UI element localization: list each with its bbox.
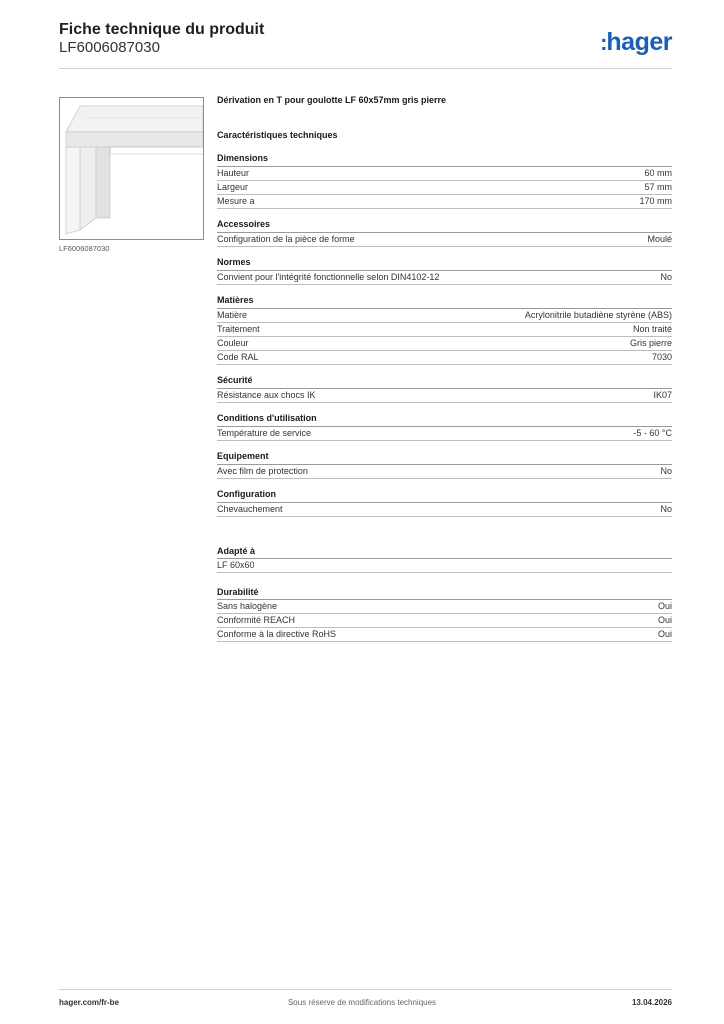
spec-value: No [660, 504, 672, 514]
spec-label: Résistance aux chocs IK [217, 390, 316, 400]
spec-group-title: Normes [217, 256, 672, 271]
spec-value: Oui [657, 629, 672, 639]
spec-row [217, 167, 672, 181]
spec-row [217, 323, 672, 337]
product-image [59, 97, 204, 240]
spec-row [217, 309, 672, 323]
adapted-list [217, 559, 672, 573]
spec-row [217, 465, 672, 479]
spec-group-title: Equipement [217, 450, 672, 465]
spec-group-title: Configuration [217, 488, 672, 503]
footer-date: 13.04.2026 [631, 998, 672, 1007]
spec-value: No [660, 466, 672, 476]
spec-groups [217, 152, 672, 517]
spec-content [217, 95, 672, 642]
spec-label: Configuration de la pièce de forme [217, 234, 355, 244]
durability-list [217, 600, 672, 642]
spec-value: Acrylonitrile butadiène styrène (ABS) [524, 310, 672, 320]
spec-row [217, 181, 672, 195]
spec-group-title: Conditions d'utilisation [217, 412, 672, 427]
spec-group-title: Dimensions [217, 152, 672, 167]
spec-group-title: Matières [217, 294, 672, 309]
footer-notice: Sous réserve de modifications techniques [287, 998, 437, 1007]
spec-row [217, 233, 672, 247]
spec-label: Mesure a [217, 196, 255, 206]
spec-row [217, 351, 672, 365]
spec-label: Matière [217, 310, 248, 320]
spec-row [217, 503, 672, 517]
spec-group-title: Sécurité [217, 374, 672, 389]
page-title: Fiche technique du produit [59, 21, 265, 38]
footer-divider [59, 989, 672, 990]
header-divider [59, 68, 672, 69]
spec-label: Hauteur [217, 168, 250, 178]
section-title-adapted: Adapté à [217, 546, 672, 559]
hager-logo [600, 28, 672, 57]
spec-row [217, 559, 672, 573]
spec-label: Conformité REACH [217, 615, 296, 625]
spec-value: Non traité [632, 324, 672, 334]
spec-label: LF 60x60 [217, 560, 255, 570]
spec-row [217, 600, 672, 614]
spec-label: Traitement [217, 324, 260, 334]
spec-label: Température de service [217, 428, 312, 438]
product-reference: LF6006087030 [59, 39, 160, 56]
image-caption: LF6006087030 [59, 244, 110, 253]
logo-text: hager [606, 28, 672, 56]
spec-label: Avec film de protection [217, 466, 308, 476]
spec-label: Chevauchement [217, 504, 283, 514]
spec-label: Convient pour l'intégrité fonctionnelle selon DIN4102-12 [217, 272, 440, 282]
spec-label: Sans halogène [217, 601, 278, 611]
spec-value: -5 - 60 °C [633, 428, 672, 438]
spec-label: Couleur [217, 338, 249, 348]
spec-label: Largeur [217, 182, 249, 192]
spec-value: 170 mm [639, 196, 672, 206]
spec-value: 57 mm [644, 182, 672, 192]
logo-colon-icon: : [600, 30, 606, 55]
spec-row [217, 427, 672, 441]
spec-row [217, 628, 672, 642]
spec-label: Code RAL [217, 352, 259, 362]
spec-row [217, 614, 672, 628]
spec-value: Oui [657, 601, 672, 611]
footer-website-link[interactable]: hager.com/fr-be [59, 998, 120, 1007]
spec-value: 60 mm [644, 168, 672, 178]
spec-value: IK07 [653, 390, 672, 400]
spec-row [217, 389, 672, 403]
spec-value: No [660, 272, 672, 282]
spec-group-title: Accessoires [217, 218, 672, 233]
spec-row [217, 337, 672, 351]
product-title: Dérivation en T pour goulotte LF 60x57mm gris pierre [217, 95, 447, 105]
spec-label: Conforme à la directive RoHS [217, 629, 337, 639]
t-junction-illustration [60, 98, 203, 239]
section-title-durability: Durabilité [217, 587, 672, 600]
spec-row [217, 271, 672, 285]
spec-row [217, 195, 672, 209]
spec-value: 7030 [651, 352, 672, 362]
section-title-characteristics: Caractéristiques techniques [217, 130, 338, 140]
spec-value: Oui [657, 615, 672, 625]
spec-value: Gris pierre [629, 338, 672, 348]
spec-value: Moulé [647, 234, 672, 244]
